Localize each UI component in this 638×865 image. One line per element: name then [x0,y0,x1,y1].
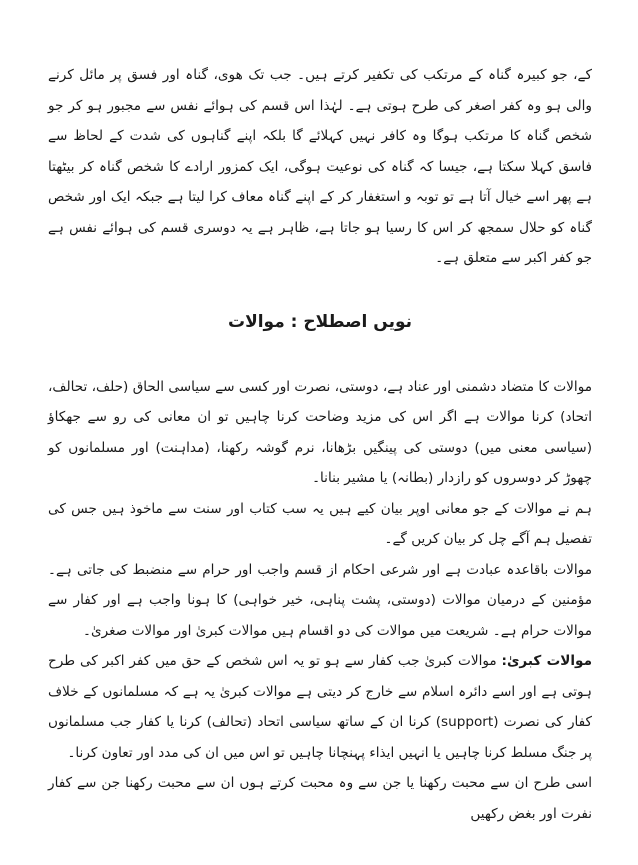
document-page [48,60,592,829]
paragraph-ruling: موالات باقاعدہ عبادت ہے اور شرعی احکام از قسم واجب اور حرام سے منضبط کی جاتی ہے۔ مؤمنین کے درمیان موالات (دوستی، پشت پناہی، خیر خواہی) کا ہونا واجب ہے اور کفار سے موالات حرام ہے۔ شریعت میں موالات کی دو اقسام ہیں موالات کبریٰ اور موالات صغریٰ۔ [48,561,592,639]
paragraph-similarly: اسی طرح ان سے محبت رکھنا یا جن سے وہ محبت کرتے ہوں ان سے محبت رکھنا جن سے کفار نفرت اور بغض رکھیں [48,775,592,822]
paragraph-definition: موالات کا متضاد دشمنی اور عناد ہے، دوستی، نصرت اور کسی سے سیاسی الحاق (حلف، تحالف، اتحاد) کرنا موالات ہے اگر اس کی مزید وضاحت کرنا چاہیں تو ان معانی کی رو سے جھکاؤ (سیاسی معنی میں) دوستی کی پینگیں بڑھانا، نرم گوشہ رکھنا، (مداہنت) اور مسلمانوں کو چھوڑ کر دوسروں کو رازدار (بطانہ) یا مشیر بنانا۔ [48,378,592,486]
paragraph-sources: ہم نے موالات کے جو معانی اوپر بیان کیے ہیں یہ سب کتاب اور سنت سے ماخوذ ہیں جس کی تفصیل ہم آگے چل کر بیان کریں گے۔ [48,500,592,547]
intro-paragraph: کے، جو کبیرہ گناہ کے مرتکب کی تکفیر کرتے ہیں۔ جب تک ھوی، گناہ اور فسق پر مائل کرنے والی ہو وہ کفر اصغر کی طرح ہوتی ہے۔ لہٰذا اس قسم کی ہوائے نفس سے مجبور ہو کر جو شخص گناہ کا مرتکب ہوگا وہ کافر نہیں کہلائے گا بلکہ اپنے گناہوں کی شدت کے لحاظ سے فاسق کہلا سکتا ہے، جیسا کہ گناہ کی نوعیت ہوگی، ایک کمزور ارادے کا شخص گناہ کر بیٹھتا ہے پھر اسے خیال آتا ہے تو توبہ و استغفار کر کے اپنے گناہ معاف کرا لیتا ہے جبکہ ایک اور شخص گناہ کو حلال سمجھ کر اس کا رسیا ہو جاتا ہے، ظاہر ہے یہ دوسری قسم کی ہوائے نفس ہے جو کفر اکبر سے متعلق ہے۔ [48,67,592,266]
paragraph-major-allegiance [48,646,592,768]
section-heading: نویں اصطلاح : موالات [227,311,412,332]
term-major-allegiance: موالات کبریٰ: [501,653,592,669]
paragraph-major-allegiance-text: موالات کبریٰ جب کفار سے ہو تو یہ اس شخص کے حق میں کفر اکبر کی طرح ہوتی ہے اور اسے دائرہ اسلام سے خارج کر دیتی ہے موالات کبریٰ یہ ہے کہ مسلمانوں کے خلاف کفار کی نصرت (support) کرنا ان کے ساتھ سیاسی اتحاد (تحالف) کرنا یا کفار جب مسلمانوں پر جنگ مسلط کرنا چاہیں یا انہیں ایذاء پہنچانا چاہیں تو اس میں ان کی مدد اور تعاون کرنا۔ [48,653,592,761]
